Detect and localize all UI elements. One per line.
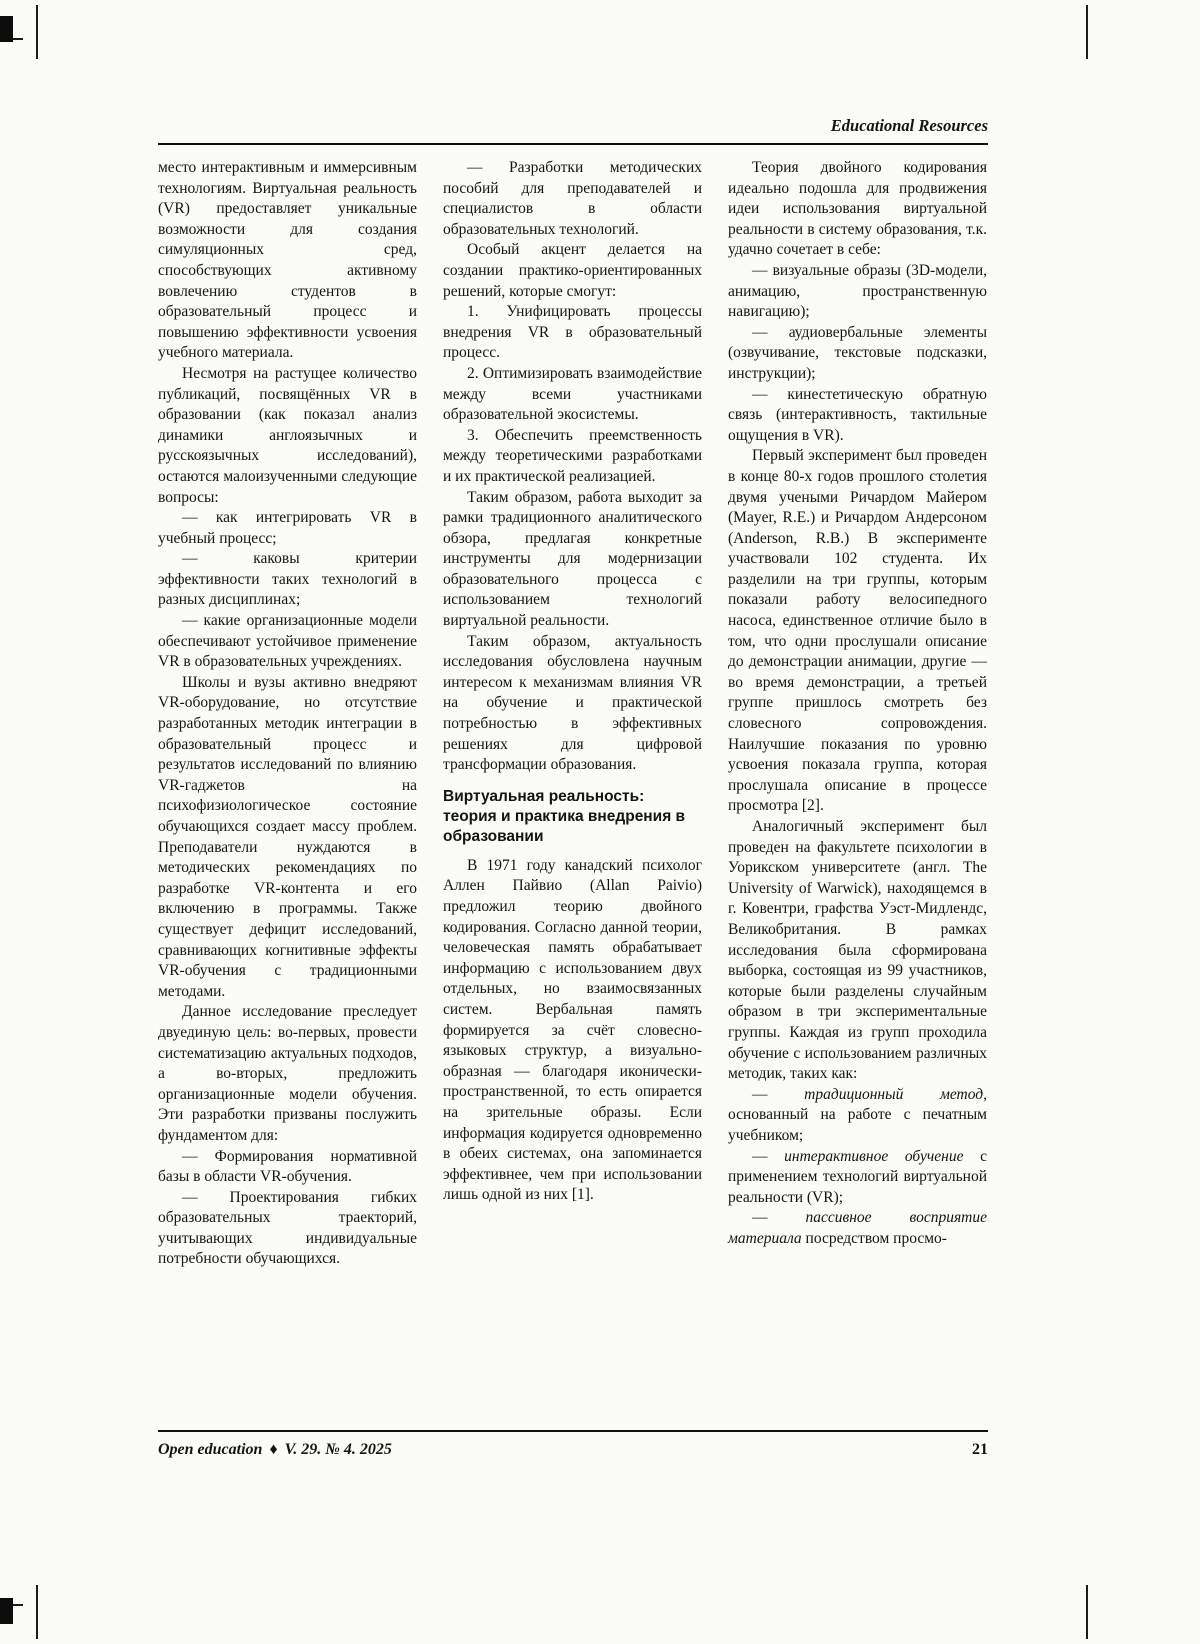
list-item xyxy=(443,426,702,488)
list-item xyxy=(158,549,417,611)
text-run: — xyxy=(752,1209,806,1227)
footer-journal-info xyxy=(158,1441,392,1459)
list-item xyxy=(728,261,987,323)
text-run: Данное исследование преследует двуединую цель: во-первых, провести систематизацию актуальных подходов, а во-вторых, предложить организационные модели обучения. Эти разработки призваны послужить фундаментом для: xyxy=(158,1003,417,1144)
text-run: — xyxy=(752,1147,785,1165)
text-run: Таким образом, актуальность исследования обусловлена научным интересом к механизмам влияния VR на обучение и практической потребностью в эффективных решениях для цифровой трансформации образования. xyxy=(443,632,702,774)
emphasized-text: интерактивное обучение xyxy=(784,1147,964,1165)
list-item xyxy=(728,385,987,447)
paragraph xyxy=(728,446,987,817)
crop-mark-top-left-vertical xyxy=(36,5,38,59)
page-number: 21 xyxy=(972,1441,988,1458)
article-columns xyxy=(158,158,988,1416)
column-3 xyxy=(728,158,987,1416)
column-1 xyxy=(158,158,417,1416)
issue-info: V. 29. № 4. 2025 xyxy=(284,1441,392,1458)
text-run: В 1971 году канадский психолог Аллен Пайвио (Allan Paivio) предложил теорию двойного кодирования. Согласно данной теории, человеческая память обрабатывает информацию с использованием двух отдельных, но взаимосвязанных систем. Вербальная память формируется за счёт словесно-языковых структур, а визуально-образная — благодаря иконически-пространственной, то есть опирается на зрительные образы. Если информация кодируется одновременно в обеих системах, она запоминается эффективнее, чем при использовании лишь одной из них [1]. xyxy=(443,856,702,1204)
paragraph xyxy=(443,856,702,1206)
text-run: посредством просмо- xyxy=(801,1229,947,1247)
diamond-separator-icon: ♦ xyxy=(269,1441,278,1458)
text-run: — какие организационные модели обеспечивают устойчивое применение VR в образовательных учреждениях. xyxy=(158,612,417,671)
page-footer xyxy=(158,1430,988,1459)
list-item xyxy=(158,508,417,549)
text-run: Первый эксперимент был проведен в конце 80-х годов прошлого столетия двумя учеными Ричардом Майером (Mayer, R.E.) и Ричардом Андерсоном (Anderson, R.B.) В эксперименте участвовали 102 студента. Их разделили на три группы, которым показали работу велосипедного насоса, единственное отличие было в том, что одни прослушали описание до демонстрации анимации, другие — во время демонстрации, а третьей группе пришлось смотреть без словесного сопровождения. Наилучшие показания по уровню усвоения показала группа, которая прослушала описание в процессе просмотра [2]. xyxy=(728,447,987,815)
text-run: 2. Оптимизировать взаимодействие между всеми участниками образовательной экосистемы. xyxy=(443,364,702,424)
list-item xyxy=(443,364,702,426)
paragraph xyxy=(443,488,702,632)
list-item xyxy=(158,611,417,673)
registration-square-bottom-left xyxy=(0,1598,13,1624)
text-run: — Разработки методических пособий для преподавателей и специалистов в области образовательных технологий. xyxy=(443,159,702,238)
registration-square-top-left xyxy=(0,16,13,42)
text-run: Виртуальная реальность: теория и практика внедрения в образовании xyxy=(443,787,686,845)
text-run: — Формирования нормативной базы в области VR-обучения. xyxy=(158,1147,417,1186)
text-run: — аудиовербальные элементы (озвучивание, текстовые подсказки, инструкции); xyxy=(728,323,987,382)
list-item xyxy=(158,1147,417,1188)
text-run: 3. Обеспечить преемственность между теоретическими разработками и их практической реализацией. xyxy=(443,426,702,485)
text-run: с применением технологий виртуальной реальности (VR); xyxy=(728,1147,987,1206)
list-item xyxy=(728,323,987,385)
text-run: Таким образом, работа выходит за рамки традиционного аналитического обзора, предлагая конкретные инструменты для модернизации образовательного процесса с использованием технологий виртуальной реальности. xyxy=(443,488,702,630)
paragraph xyxy=(443,240,702,302)
running-head-title: Educational Resources xyxy=(830,116,988,135)
text-run: Теория двойного кодирования идеально подошла для продвижения идеи использования виртуальной реальности в систему образования, т.к. удачно сочетает в себе: xyxy=(728,159,987,259)
journal-name: Open education xyxy=(158,1441,263,1458)
text-run: — Проектирования гибких образовательных траекторий, учитывающих индивидуальные потребности обучающихся. xyxy=(158,1188,417,1268)
text-run: — визуальные образы (3D-модели, анимацию, пространственную навигацию); xyxy=(728,261,987,321)
text-run: Особый акцент делается на создании практико-ориентированных решений, которые смогут: xyxy=(443,241,702,300)
text-run: — каковы критерии эффективности таких технологий в разных дисциплинах; xyxy=(158,550,417,609)
paragraph xyxy=(158,364,417,508)
crop-mark-bottom-left-vertical xyxy=(36,1585,38,1639)
text-run: 1. Унифицировать процессы внедрения VR в образовательный процесс. xyxy=(443,303,702,362)
text-run: — xyxy=(752,1085,805,1103)
text-run: — как интегрировать VR в учебный процесс; xyxy=(158,509,417,547)
paragraph xyxy=(158,158,417,364)
crop-mark-bottom-right-vertical xyxy=(1086,1585,1088,1639)
text-run: место интерактивным и иммерсивным технологиям. Виртуальная реальность (VR) предоставляет уникальные возможности для создания симуляционных сред, способствующих активному вовлечению студентов в образовательный процесс и повышению эффективности усвоения учебного материала. xyxy=(158,159,417,362)
paragraph xyxy=(158,673,417,1003)
list-item xyxy=(728,1147,987,1209)
text-run: Аналогичный эксперимент был проведен на факультете психологии в Уорикском университете (англ. The University of Warwick), находящемся в г. Ковентри, графства Уэст-Мидлендс, Великобритания. В рамках исследования была сформирована выборка, состоящая из 99 участников, которые были разделены случайным образом в три экспериментальные группы. Каждая из групп проходила обучение с использованием различных методик, таких как: xyxy=(728,818,987,1083)
list-item xyxy=(728,1085,987,1147)
list-item xyxy=(443,158,702,240)
emphasized-text: традиционный метод xyxy=(804,1085,984,1103)
text-run: Школы и вузы активно внедряют VR-оборудование, но отсутствие разработанных методик интеграции в образовательный процесс и результатов исследований по влиянию VR-гаджетов на психофизиологическое состояние обучающихся создает массу проблем. Преподаватели нуждаются в методических рекомендациях по разработке VR-контента и его включению в программы. Также существует дефицит исследований, сравнивающих когнитивные эффекты VR-обучения с традиционными методами. xyxy=(158,673,417,1000)
text-run: , основанный на работе с печатным учебником; xyxy=(728,1085,987,1144)
text-run: — кинестетическую обратную связь (интерактивность, тактильные ощущения в VR). xyxy=(728,385,987,444)
crop-mark-top-right-vertical xyxy=(1086,5,1088,59)
page-content xyxy=(158,116,988,1416)
list-item xyxy=(728,1208,987,1249)
section-heading xyxy=(443,787,702,847)
paragraph xyxy=(728,817,987,1085)
paragraph xyxy=(728,158,987,261)
list-item xyxy=(443,302,702,364)
emphasized-text: пассивное восприятие материала xyxy=(728,1209,987,1247)
paragraph xyxy=(158,1002,417,1146)
text-run: Несмотря на растущее количество публикаций, посвящённых VR в образовании (как показал анализ динамики англоязычных и русскоязычных исследований), остаются малоизученными следующие вопросы: xyxy=(158,364,417,506)
column-2 xyxy=(443,158,702,1416)
paragraph xyxy=(443,632,702,776)
list-item xyxy=(158,1188,417,1270)
running-head xyxy=(158,116,988,145)
